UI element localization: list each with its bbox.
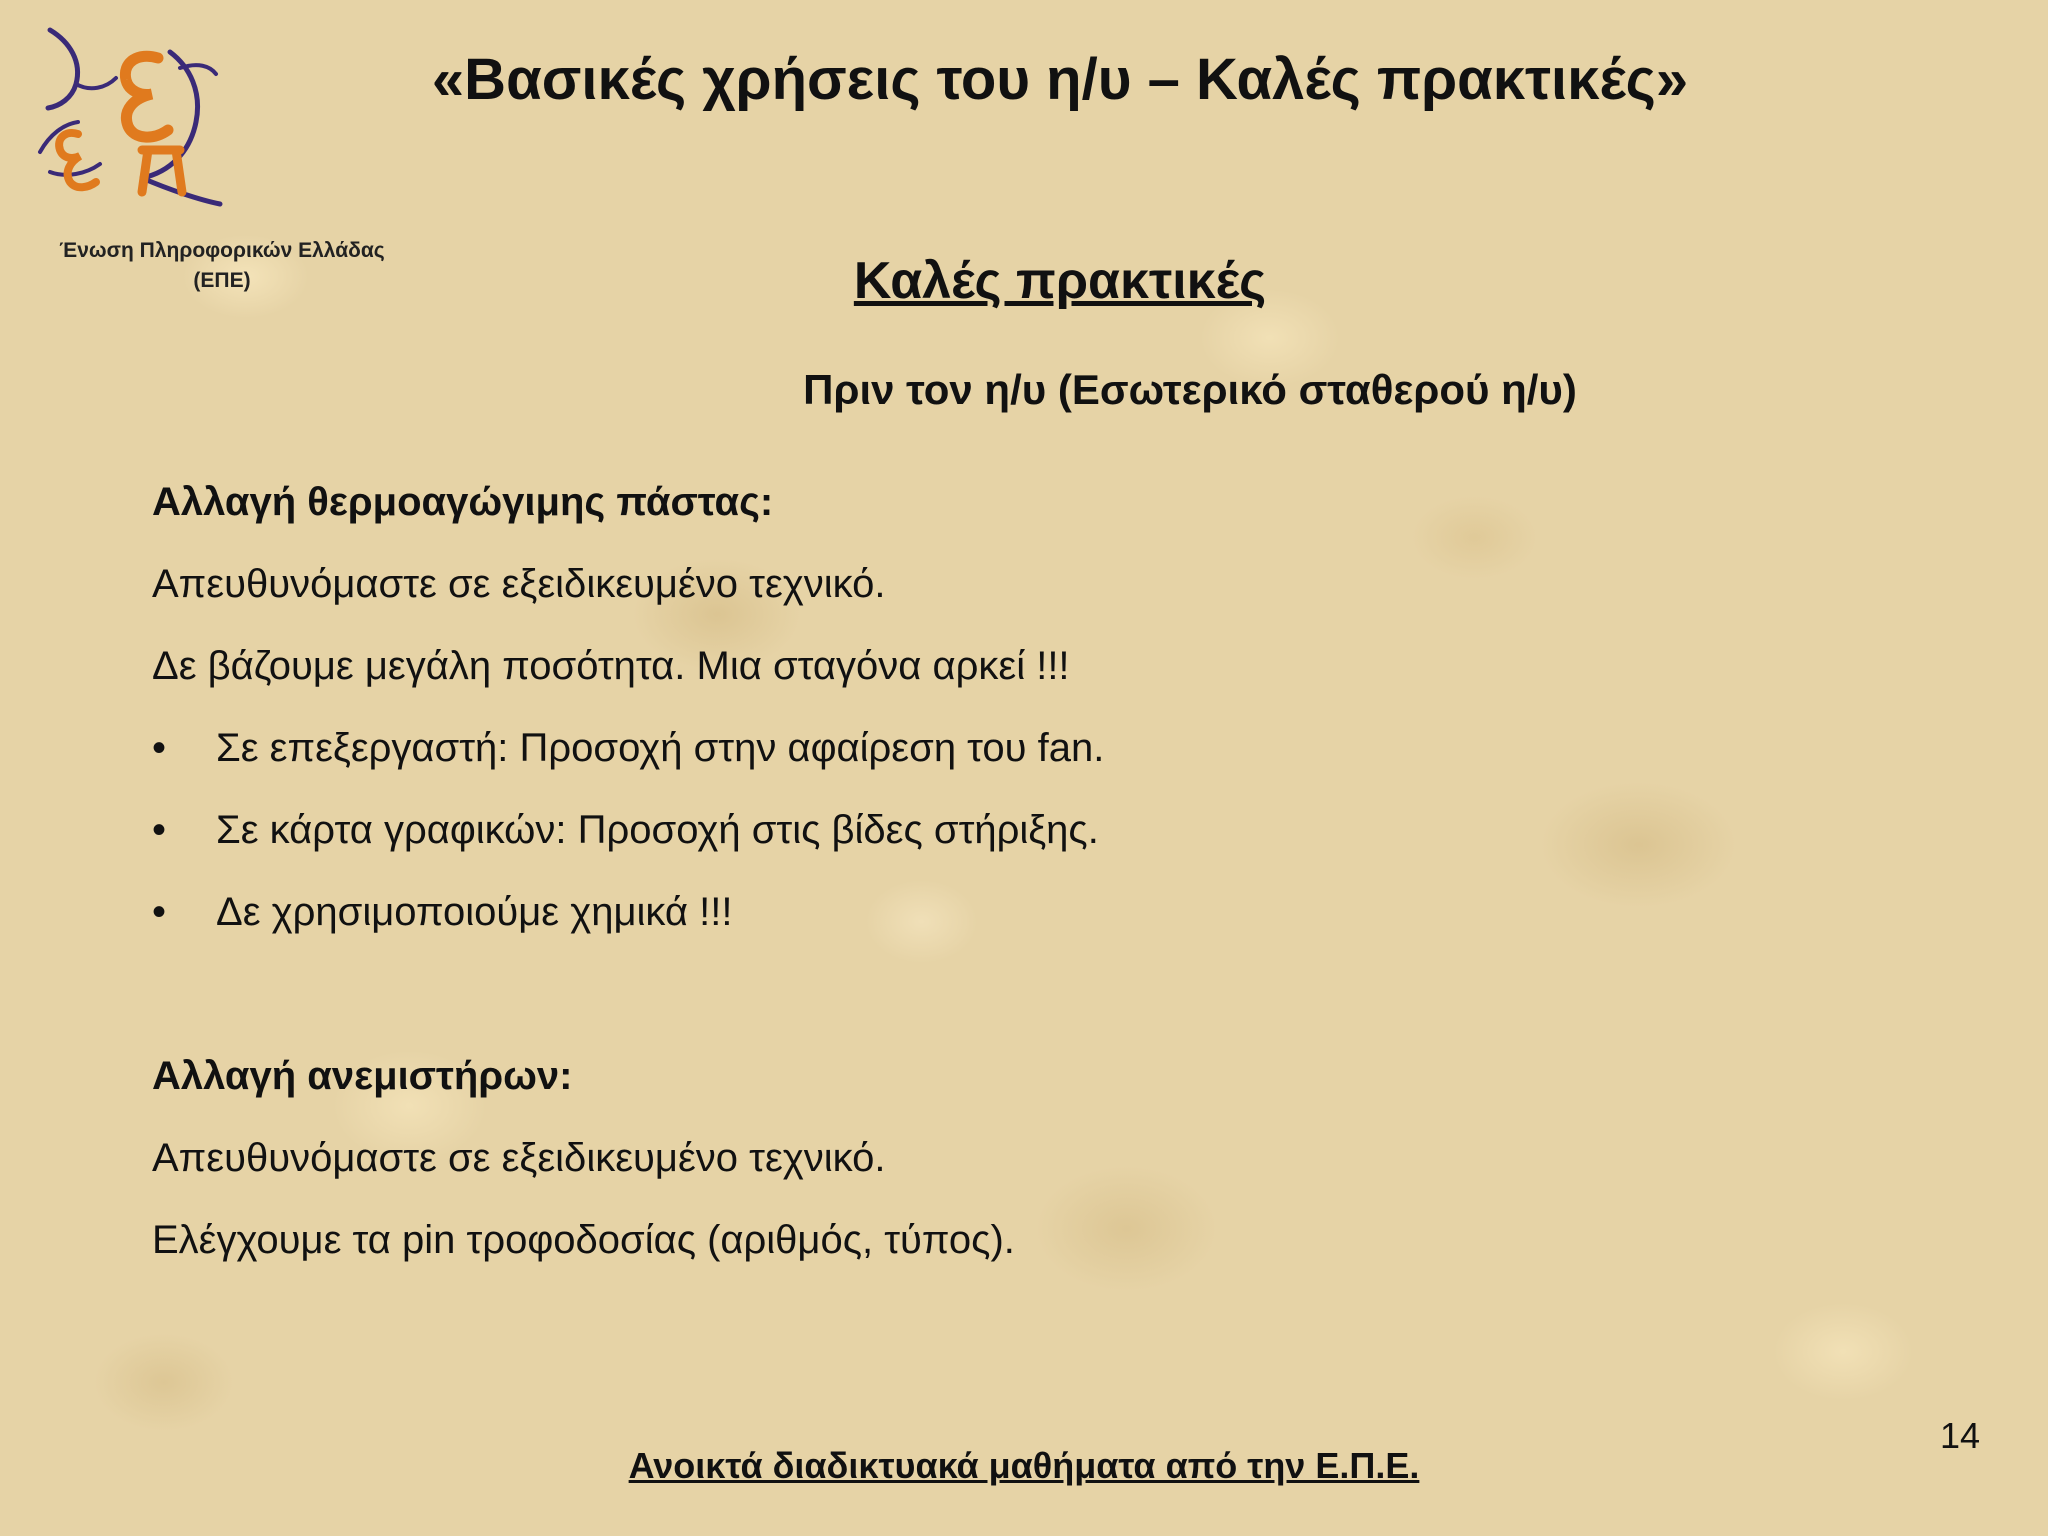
bullet-item <box>152 880 1852 962</box>
bullet-icon: • <box>152 808 167 852</box>
text-line: Δε βάζουμε μεγάλη ποσότητα. Μια σταγόνα αρκεί !!! <box>152 644 1070 688</box>
bullet-item <box>152 716 1852 798</box>
spacer <box>152 962 1852 1044</box>
organization-name-text: Ένωση Πληροφορικών Ελλάδας (ΕΠΕ) <box>59 239 385 292</box>
slide-content <box>152 470 1852 1290</box>
bullet-text: Δε χρησιμοποιούμε χημικά !!! <box>216 890 733 934</box>
text-line: Απευθυνόμαστε σε εξειδικευμένο τεχνικό. <box>152 1136 886 1180</box>
bullet-item <box>152 798 1852 880</box>
section-title: Καλές πρακτικές <box>853 252 1267 310</box>
text-line: Ελέγχουμε τα pin τροφοδοσίας (αριθμός, τύπος). <box>152 1218 1015 1262</box>
thermal-paste-heading: Αλλαγή θερμοαγώγιμης πάστας: <box>152 480 774 524</box>
fans-heading: Αλλαγή ανεμιστήρων: <box>152 1054 573 1098</box>
bullet-text: Σε επεξεργαστή: Προσοχή στην αφαίρεση του fan. <box>216 726 1105 770</box>
page-title: «Βασικές χρήσεις του η/υ – Καλές πρακτικές» <box>431 47 1689 112</box>
bullet-icon: • <box>152 726 167 770</box>
bullet-text: Σε κάρτα γραφικών: Προσοχή στις βίδες στήριξης. <box>216 808 1099 852</box>
footer-link[interactable]: Ανοικτά διαδικτυακά μαθήματα από την Ε.Π.Ε. <box>628 1445 1420 1486</box>
epe-logo-icon <box>30 22 230 212</box>
subsection-title: Πριν τον η/υ (Εσωτερικό σταθερού η/υ) <box>803 366 1577 413</box>
bullet-icon: • <box>152 890 167 934</box>
organization-name <box>30 236 414 296</box>
page-number: 14 <box>1939 1415 1980 1456</box>
text-line: Απευθυνόμαστε σε εξειδικευμένο τεχνικό. <box>152 562 886 606</box>
